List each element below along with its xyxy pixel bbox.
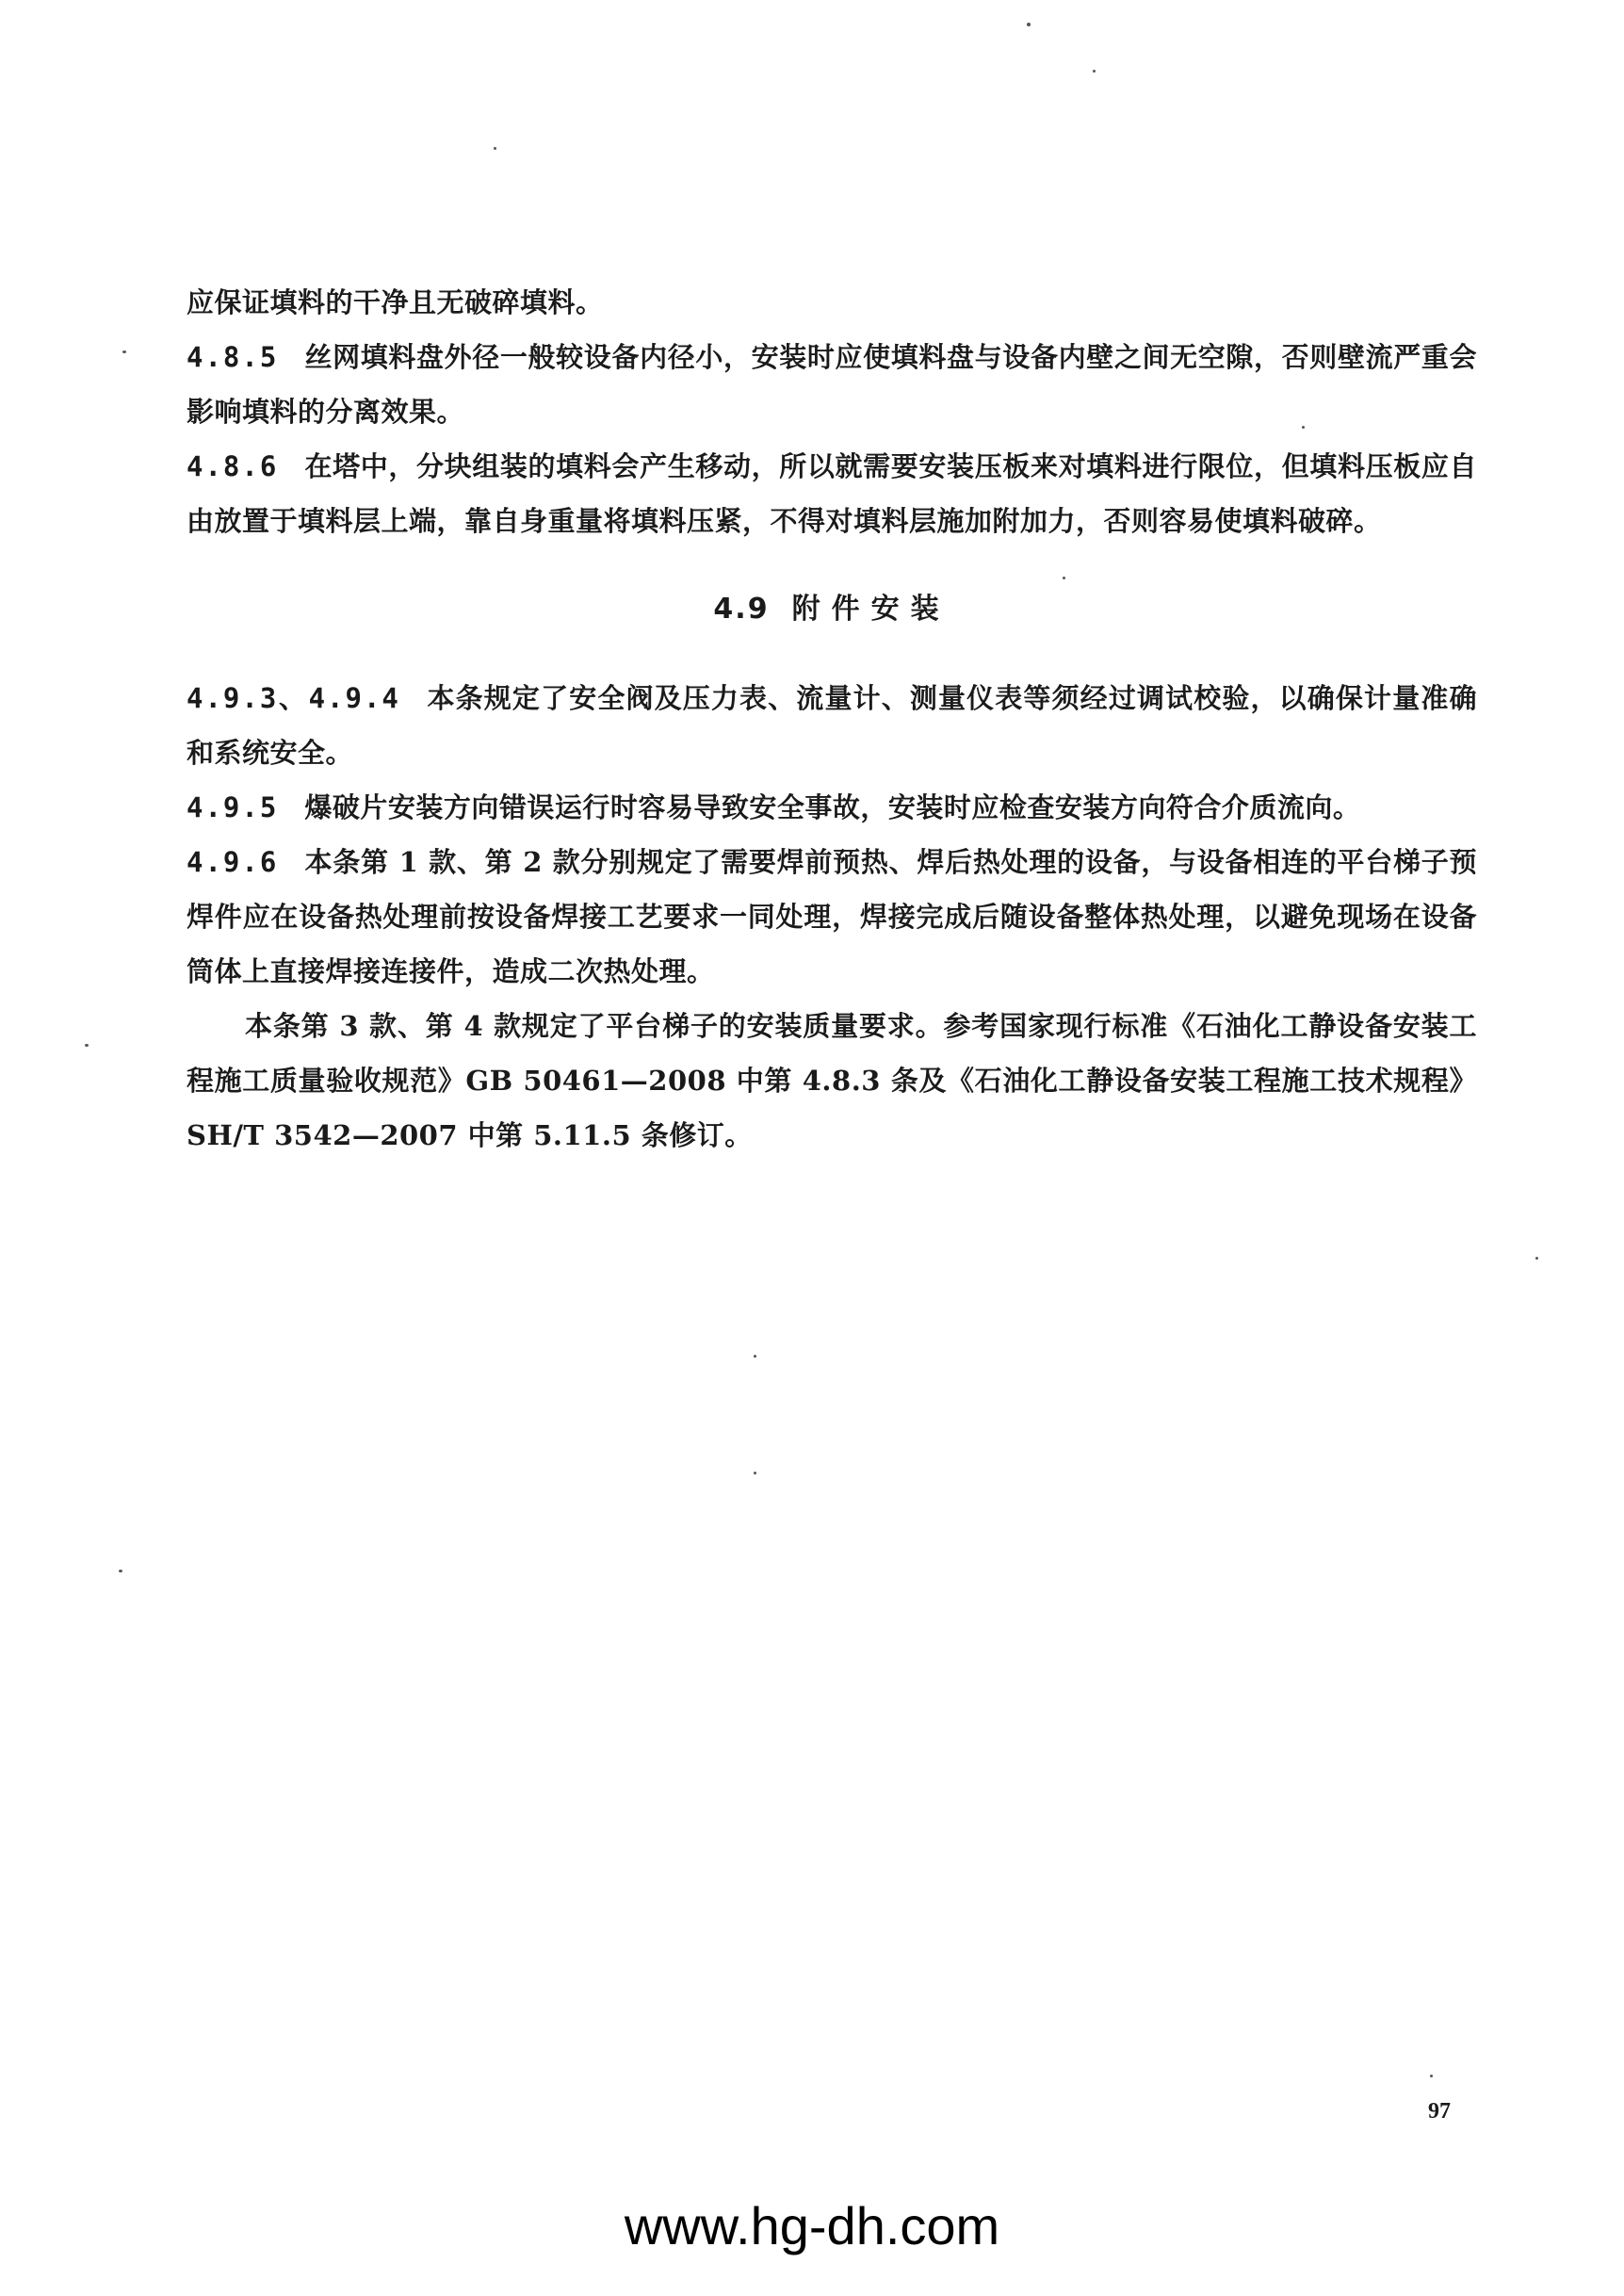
clause-text: 丝网填料盘外径一般较设备内径小，安装时应使填料盘与设备内壁之间无空隙，否则壁流严重会影响填料的分离效果。 bbox=[187, 341, 1477, 428]
section-title: 附件安装 bbox=[791, 593, 950, 626]
paragraph-text: 本条第 3 款、第 4 款规定了平台梯子的安装质量要求。参考国家现行标准《石油化工静设备安装工程施工质量验收规范》GB 50461—2008 中第 4.8.3 条及《石油化工静设备安装工程施工技术规程》SH/T 3542—2007 中第 5.11.5 条修订。 bbox=[187, 1010, 1477, 1151]
scan-speck bbox=[1027, 23, 1031, 26]
clause-text: 本条第 1 款、第 2 款分别规定了需要焊前预热、焊后热处理的设备，与设备相连的平台梯子预焊件应在设备热处理前按设备焊接工艺要求一同处理，焊接完成后随设备整体热处理，以避免现场在设备筒体上直接焊接连接件，造成二次热处理。 bbox=[187, 846, 1477, 987]
paragraph-continuation bbox=[187, 275, 1477, 330]
paragraph-indented bbox=[187, 999, 1477, 1163]
scan-speck bbox=[119, 1570, 122, 1572]
clause-text: 在塔中，分块组装的填料会产生移动，所以就需要安装压板来对填料进行限位，但填料压板应自由放置于填料层上端，靠自身重量将填料压紧，不得对填料层施加附加力，否则容易使填料破碎。 bbox=[187, 450, 1477, 537]
scan-speck bbox=[122, 350, 126, 353]
clause-text: 爆破片安装方向错误运行时容易导致安全事故，安装时应检查安装方向符合介质流向。 bbox=[304, 791, 1361, 823]
clause-4-8-5 bbox=[187, 330, 1477, 439]
clause-text: 本条规定了安全阀及压力表、流量计、测量仪表等须经过调试校验，以确保计量准确和系统安全。 bbox=[187, 682, 1477, 769]
paragraph-text: 应保证填料的干净且无破碎填料。 bbox=[187, 286, 604, 318]
scan-speck bbox=[1430, 2075, 1433, 2077]
clause-4-9-3-4-9-4 bbox=[187, 671, 1477, 780]
clause-number: 4.8.5 bbox=[187, 341, 279, 373]
body-text bbox=[187, 275, 1477, 1163]
clause-4-8-6 bbox=[187, 439, 1477, 548]
clause-number: 4.9.6 bbox=[187, 846, 279, 878]
clause-number: 4.8.6 bbox=[187, 450, 279, 482]
watermark-url: www.hg-dh.com bbox=[624, 2196, 1000, 2255]
clause-number: 4.9.3、4.9.4 bbox=[187, 682, 400, 714]
scan-speck bbox=[494, 147, 496, 150]
section-number: 4.9 bbox=[713, 593, 770, 626]
scan-speck bbox=[754, 1355, 756, 1358]
scan-speck bbox=[754, 1472, 756, 1474]
scan-speck bbox=[1093, 70, 1096, 73]
section-heading bbox=[187, 582, 1477, 637]
clause-4-9-6 bbox=[187, 835, 1477, 999]
page-number: 97 bbox=[1428, 2099, 1451, 2124]
scan-speck bbox=[85, 1044, 89, 1047]
scan-speck bbox=[1535, 1257, 1538, 1260]
clause-number: 4.9.5 bbox=[187, 791, 279, 823]
clause-4-9-5 bbox=[187, 780, 1477, 835]
